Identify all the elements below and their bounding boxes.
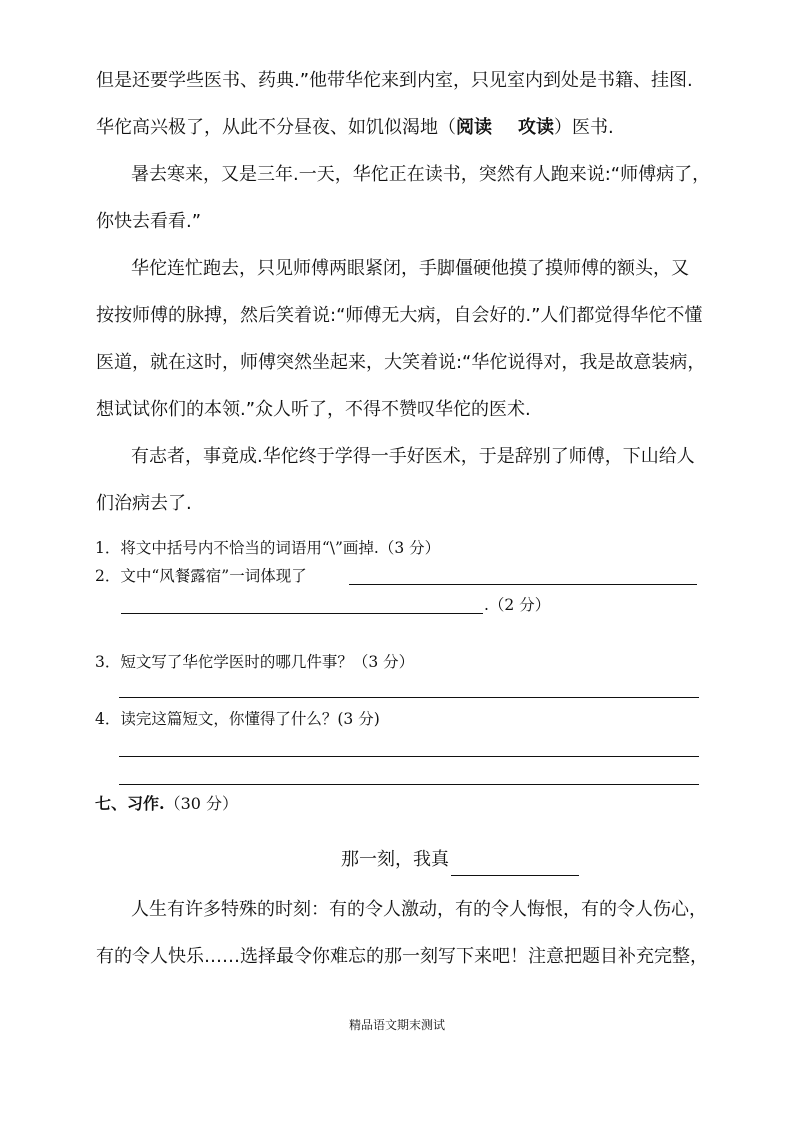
essay-prompt-line: 有的令人快乐……选择最令你难忘的那一刻写下来吧！注意把题目补充完整， (96, 946, 708, 967)
word-choice-2: 攻读 (518, 117, 554, 138)
passage-line: 们治病去了. (96, 493, 192, 514)
passage-line: 有志者，事竟成.华佗终于学得一手好医术，于是辞别了师傅，下山给人 (131, 446, 695, 467)
passage-text: 华佗高兴极了，从此不分昼夜、如饥似渴地（ (96, 117, 456, 138)
passage-text: ）医书. (554, 117, 614, 138)
answer-line[interactable] (119, 784, 699, 785)
passage-line (96, 115, 614, 141)
question-1: 1．将文中括号内不恰当的词语用“\”画掉.（3 分） (95, 539, 441, 557)
passage-line: 想试试你们的本领.”众人听了，不得不赞叹华佗的医术. (96, 399, 531, 420)
essay-title: 那一刻，我真 (341, 849, 449, 870)
passage-line: 按按师傅的脉搏，然后笑着说:“师傅无大病，自会好的.”人们都觉得华佗不懂 (96, 305, 703, 326)
passage-line: 但是还要学些医书、药典.”他带华佗来到内室，只见室内到处是书籍、挂图. (96, 70, 693, 91)
section-title: 七、习作. (95, 794, 165, 813)
answer-line[interactable] (121, 613, 483, 614)
question-2: 2．文中“风餐露宿”一词体现了 (95, 567, 307, 585)
word-choice-1: 阅读 (456, 117, 492, 138)
question-2-points: .（2 分） (484, 596, 551, 614)
passage-line: 华佗连忙跑去，只见师傅两眼紧闭，手脚僵硬他摸了摸师傅的额头，又 (131, 258, 689, 279)
passage-line: 暑去寒来，又是三年.一天，华佗正在读书，突然有人跑来说:“师傅病了， (131, 164, 711, 185)
page-footer: 精品语文期末测试 (348, 1018, 445, 1032)
question-4: 4．读完这篇短文，你懂得了什么？(3 分) (95, 710, 380, 728)
answer-line[interactable] (349, 584, 697, 585)
essay-title-blank[interactable] (451, 875, 579, 876)
essay-prompt-line: 人生有许多特殊的时刻：有的令人激动，有的令人悔恨，有的令人伤心， (131, 899, 707, 920)
section-heading (95, 791, 238, 814)
section-points: （30 分） (164, 794, 239, 813)
answer-line[interactable] (119, 697, 699, 698)
passage-line: 你快去看看.” (96, 211, 202, 232)
question-3: 3．短文写了华佗学医时的哪几件事？（3 分） (95, 653, 415, 671)
passage-line: 医道，就在这时，师傅突然坐起来，大笑着说:“华佗说得对，我是故意装病， (96, 352, 706, 373)
answer-line[interactable] (119, 756, 699, 757)
